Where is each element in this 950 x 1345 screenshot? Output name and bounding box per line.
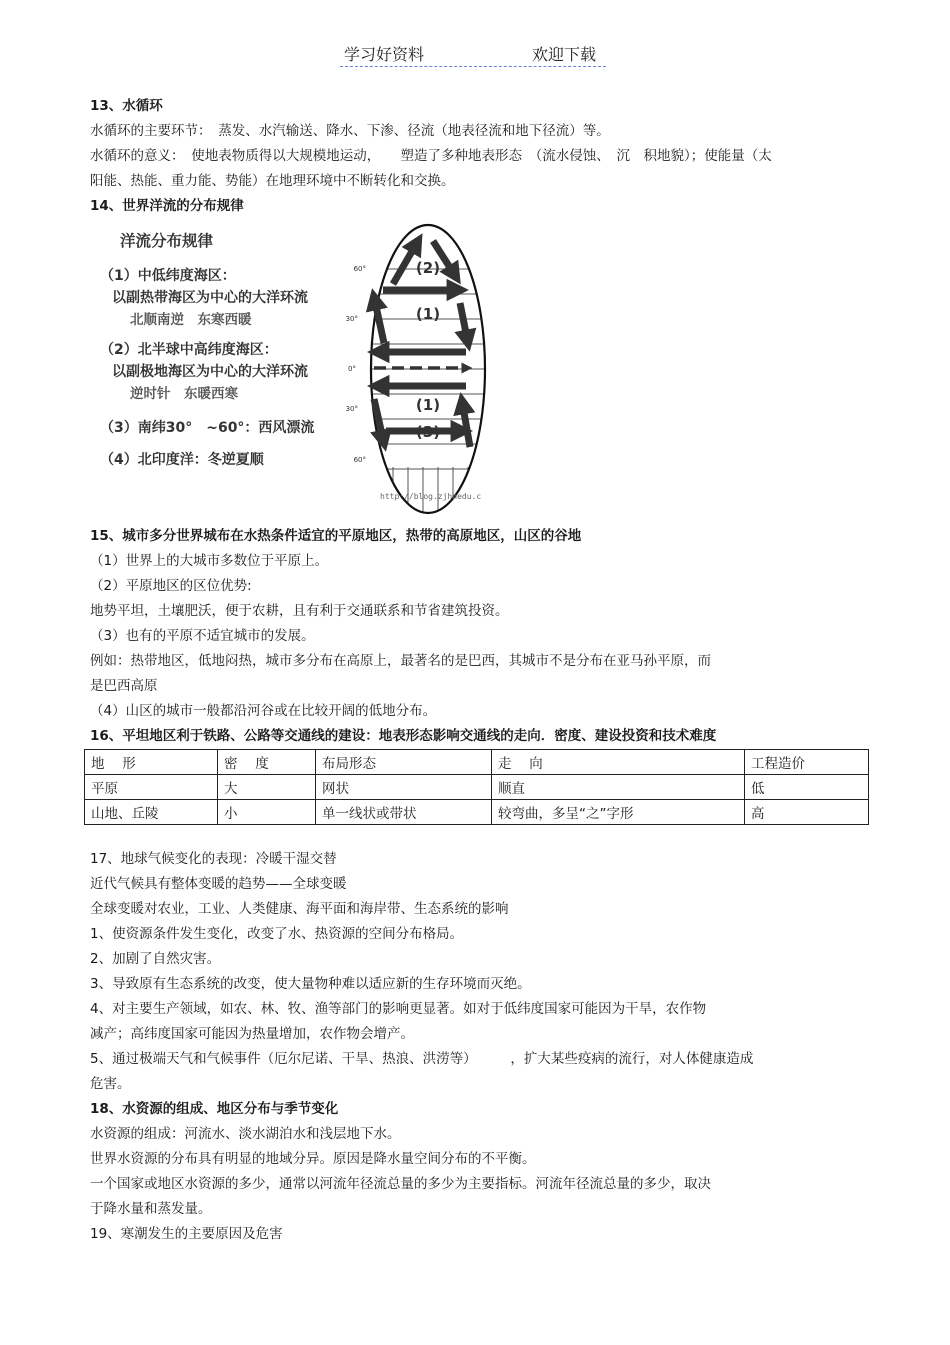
ocean-gyre-diagram [345,219,593,524]
table-header-cell: 密 度 [218,750,316,775]
table-cell: 网状 [316,775,492,800]
table-header-row [85,750,869,775]
section-18-title: 18、水资源的组成、地区分布与季节变化 [90,1101,339,1117]
section-19-title: 19、寒潮发生的主要原因及危害 [90,1226,283,1242]
figure-source-url: http://blog.zjhnedu.c [380,492,482,501]
section-18-line-3: 一个国家或地区水资源的多少，通常以河流年径流总量的多少为主要指标。河流年径流总量的多少，取决 [90,1176,711,1192]
ocean-current-figure [90,219,870,524]
section-15-line-6: 是巴西高原 [90,678,158,694]
gyre-label-s3: (3) [415,423,441,441]
lat-label-s30: 30° [345,405,358,413]
section-17-line-6: 4、对主要生产领域，如农、林、牧、渔等部门的影响更显著。如对于低纬度国家可能因为干旱，农作物 [90,1001,707,1017]
section-18-line-1: 水资源的组成：河流水、淡水湖泊水和浅层地下水。 [90,1126,401,1142]
lat-label-s60: 60° [353,456,366,464]
table-cell: 低 [745,775,869,800]
legend-item-2-heading: （2）北半球中高纬度海区： [100,342,278,358]
legend-item-2-desc: 以副极地海区为中心的大洋环流 [112,364,308,380]
section-15-line-4: （3）也有的平原不适宜城市的发展。 [90,628,315,644]
table-header-cell: 工程造价 [745,750,869,775]
section-17-title: 17、地球气候变化的表现：冷暖干湿交替 [90,851,337,867]
figure-legend [100,225,360,471]
arrow-n1-east [460,303,468,343]
section-13-line-3: 阳能、热能、重力能、势能）在地理环境中不断转化和交换。 [90,173,455,189]
table-cell: 大 [218,775,316,800]
table-cell: 小 [218,800,316,825]
legend-item-1-desc: 以副热带海区为中心的大洋环流 [112,290,308,306]
section-15-line-5: 例如：热带地区，低地闷热，城市多分布在高原上，最著名的是巴西，其城市不是分布在亚马孙平原，而 [90,653,711,669]
figure-title: 洋流分布规律 [120,232,214,250]
table-row [85,800,869,825]
section-17-line-9: 危害。 [90,1076,131,1092]
table-cell: 山地、丘陵 [85,800,218,825]
arrow-n1-west [374,297,384,343]
section-14-title: 14、世界洋流的分布规律 [90,198,244,214]
section-13-title: 13、水循环 [90,98,163,114]
gyre-label-s1: (1) [415,396,441,414]
table-cell: 平原 [85,775,218,800]
table-cell: 较弯曲，多呈“之”字形 [492,800,745,825]
section-15-line-3: 地势平坦，土壤肥沃，便于农耕，且有利于交通联系和节省建筑投资。 [90,603,509,619]
arrow-s1-east [462,401,470,447]
legend-item-2-rule: 逆时针 东暖西寒 [130,386,238,402]
terrain-transport-table [84,749,869,825]
table-row [85,775,869,800]
header-right-text: 欢迎下载 [532,45,597,64]
section-17-line-5: 3、导致原有生态系统的改变，使大量物种难以适应新的生存环境而灭绝。 [90,976,531,992]
section-17-line-4: 2、加剧了自然灾害。 [90,951,221,967]
legend-item-3: （3）南纬30° ~60°：西风漂流 [100,420,315,436]
legend-item-4: （4）北印度洋：冬逆夏顺 [100,452,264,468]
header-left-text: 学习好资料 [344,45,425,64]
lat-label-equator: 0° [348,365,356,373]
section-15-title: 15、城市多分世界城布在水热条件适宜的平原地区，热带的高原地区，山区的谷地 [90,528,582,544]
gyre-label-n1: (1) [415,305,441,323]
section-13-line-1: 水循环的主要环节： 蒸发、水汽输送、降水、下渗、径流（地表径流和地下径流）等。 [90,123,610,139]
section-17-line-8: 5、通过极端天气和气候事件（厄尔尼诺、干旱、热浪、洪涝等） ，扩大某些疫病的流行，对人体健康造成 [90,1051,754,1067]
section-17-line-2: 全球变暖对农业，工业、人类健康、海平面和海岸带、生态系统的影响 [90,901,509,917]
lat-label-n60: 60° [353,265,366,273]
lat-label-n30: 30° [345,315,358,323]
section-17-line-1: 近代气候具有整体变暖的趋势——全球变暖 [90,876,347,892]
section-13-line-2: 水循环的意义： 使地表物质得以大规模地运动， 塑造了多种地表形态 （流水侵蚀、 沉 积地貌）；使能量（太 [90,148,772,164]
table-header-cell: 地 形 [85,750,218,775]
arrow-s1-west [374,399,384,443]
page-header [340,40,606,67]
table-cell: 顺直 [492,775,745,800]
legend-item-1-rule: 北顺南逆 东寒西暖 [130,312,252,328]
section-17-line-7: 减产；高纬度国家可能因为热量增加，农作物会增产。 [90,1026,414,1042]
legend-item-1-heading: （1）中低纬度海区： [100,268,236,284]
section-18-line-4: 于降水量和蒸发量。 [90,1201,212,1217]
section-16-title: 16、平坦地区利于铁路、公路等交通线的建设：地表形态影响交通线的走向．密度、建设投资和技术难度 [90,728,717,744]
table-header-cell: 布局形态 [316,750,492,775]
section-15-line-7: （4）山区的城市一般都沿河谷或在比较开阔的低地分布。 [90,703,437,719]
section-17-line-3: 1、使资源条件发生变化，改变了水、热资源的空间分布格局。 [90,926,464,942]
table-header-cell: 走 向 [492,750,745,775]
document-body [90,94,870,1247]
section-18-line-2: 世界水资源的分布具有明显的地域分异。原因是降水量空间分布的不平衡。 [90,1151,536,1167]
gyre-label-n2: (2) [415,259,441,277]
section-15-line-2: （2）平原地区的区位优势: [90,578,252,594]
section-15-line-1: （1）世界上的大城市多数位于平原上。 [90,553,329,569]
table-cell: 单一线状或带状 [316,800,492,825]
table-cell: 高 [745,800,869,825]
